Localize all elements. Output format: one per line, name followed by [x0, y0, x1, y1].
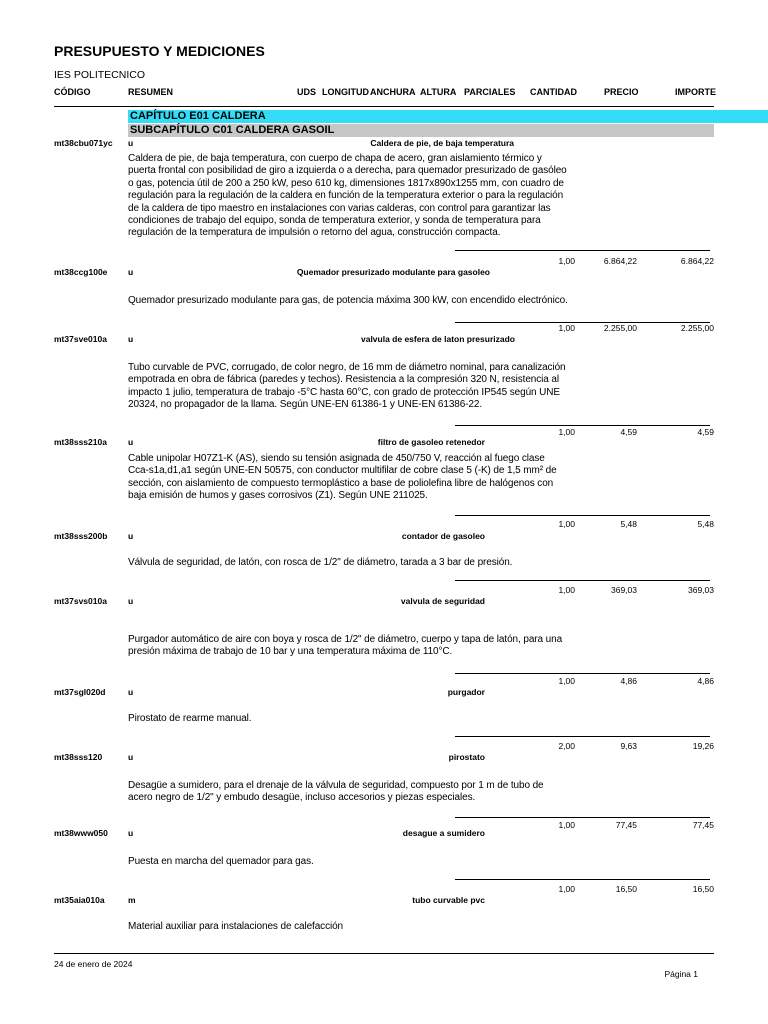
item-total-rule [455, 673, 710, 674]
item-importe: 77,45 [692, 820, 714, 830]
item-code: mt37svs010a [54, 596, 107, 606]
item-unit: u [128, 437, 134, 447]
col-header-importe: IMPORTE [675, 87, 717, 97]
item-precio: 77,45 [615, 820, 637, 830]
col-header-uds: UDS [297, 87, 317, 97]
item-unit: u [128, 531, 134, 541]
col-header-resumen: RESUMEN [128, 87, 174, 97]
footer-date: 24 de enero de 2024 [54, 959, 133, 969]
col-header-precio: PRECIO [604, 87, 639, 97]
item-precio: 5,48 [620, 519, 637, 529]
item-description: Válvula de seguridad, de latón, con rosca de 1/2" de diámetro, tarada a 3 bar de presión. [128, 557, 513, 568]
item-total-rule [455, 879, 710, 880]
item-cantidad: 1,00 [558, 256, 575, 266]
item-importe: 4,59 [697, 427, 714, 437]
item-precio: 9,63 [620, 741, 637, 751]
item-total-rule [455, 250, 710, 251]
item-code: mt38sss120 [54, 752, 103, 762]
item-precio: 369,03 [611, 585, 637, 595]
item-description: Tubo curvable de PVC, corrugado, de color negro, de 16 mm de diámetro nominal, para canalización empotrada en obra de fábrica (paredes y techos). Resistencia a la compresión 320 N, resistencia al impacto 1 julio, temperatura de trabajo -5°C hasta 60°C, con grado de protección IP545 según UNE 20324, no propagador de la llama. Según UNE-EN 61386-1 y UNE-EN 61386-22. [128, 362, 566, 411]
item-unit: u [128, 267, 134, 277]
item-importe: 6.864,22 [680, 256, 714, 266]
item-importe: 19,26 [692, 741, 714, 751]
col-header-parciales: PARCIALES [464, 87, 516, 97]
document-title: PRESUPUESTO Y MEDICIONES [54, 43, 265, 59]
footer-divider [54, 953, 714, 954]
item-cantidad: 2,00 [558, 741, 575, 751]
col-header-anchura: ANCHURA [370, 87, 416, 97]
item-cantidad: 1,00 [558, 519, 575, 529]
item-name: purgador [447, 687, 485, 697]
item-total-rule [455, 736, 710, 737]
item-description: Cable unipolar H07Z1-K (AS), siendo su tensión asignada de 450/750 V, reacción al fuego clase Cca-s1a,d1,a1 según UNE-EN 50575, con conductor multifilar de cobre clase 5 (-K) de 1,5 mm² de sección, con aislamiento de compuesto termoplástico a base de poliolefina libre de halógenos con baja emisión de humos y gases corrosivos (Z1). Según UNE 211025. [128, 453, 557, 502]
col-header-longitud: LONGITUD [322, 87, 369, 97]
item-total-rule [455, 817, 710, 818]
item-total-rule [455, 425, 710, 426]
item-code: mt38ccg100e [54, 267, 108, 277]
item-code: mt38sss210a [54, 437, 107, 447]
item-description: Pirostato de rearme manual. [128, 713, 252, 724]
document-subtitle: IES POLITECNICO [54, 69, 146, 81]
item-unit: u [128, 752, 134, 762]
item-total-rule [455, 515, 710, 516]
item-name: valvula de seguridad [400, 596, 485, 606]
subchapter-heading: SUBCAPÍTULO C01 CALDERA GASOIL [128, 124, 714, 137]
item-cantidad: 1,00 [558, 676, 575, 686]
item-unit: u [128, 687, 134, 697]
item-description: Puesta en marcha del quemador para gas. [128, 856, 314, 867]
item-description: Caldera de pie, de baja temperatura, con cuerpo de chapa de acero, gran aislamiento térmico y puerta frontal con posibilidad de giro a izquierda o a derecha, para quemador presurizado de gasóleo o gas, potencia útil de 200 a 250 kW, peso 610 kg, dimensiones 1817x890x1255 mm, con cuadro de regulación para la regulación de la caldera en función de la temperatura exterior o para la regulación de la caldera de tipo maestro en instalaciones con varias calderas, con control para garantizar las condiciones de trabajo del equipo, sonda de temperatura exterior, y sonda de temperatura para regulación de la temperatura de impulsión o retorno del agua, construcción compacta. [128, 153, 567, 239]
item-description: Quemador presurizado modulante para gas, de potencia máxima 300 kW, con encendido electrónico. [128, 295, 568, 306]
item-name: tubo curvable pvc [412, 895, 485, 905]
item-importe: 16,50 [692, 884, 714, 894]
item-precio: 4,86 [620, 676, 637, 686]
item-code: mt38sss200b [54, 531, 108, 541]
item-cantidad: 1,00 [558, 585, 575, 595]
item-importe: 369,03 [688, 585, 714, 595]
item-importe: 2.255,00 [680, 323, 714, 333]
col-header-altura: ALTURA [420, 87, 457, 97]
item-code: mt38cbu071yc [54, 138, 113, 148]
item-name: filtro de gasoleo retenedor [377, 437, 485, 447]
item-total-rule [455, 322, 710, 323]
item-total-rule [455, 580, 710, 581]
item-precio: 2.255,00 [603, 323, 637, 333]
item-precio: 16,50 [615, 884, 637, 894]
item-unit: u [128, 828, 134, 838]
item-name: pirostato [448, 752, 485, 762]
item-precio: 4,59 [620, 427, 637, 437]
item-name: contador de gasoleo [401, 531, 485, 541]
item-code: mt35aia010a [54, 895, 105, 905]
item-unit: u [128, 138, 134, 148]
item-name: valvula de esfera de laton presurizado [360, 334, 515, 344]
item-cantidad: 1,00 [558, 323, 575, 333]
item-cantidad: 1,00 [558, 884, 575, 894]
item-cantidad: 1,00 [558, 427, 575, 437]
item-description: Purgador automático de aire con boya y rosca de 1/2" de diámetro, cuerpo y tapa de latón, para una presión máxima de trabajo de 10 bar y una temperatura máxima de 110°C. [128, 634, 563, 658]
item-precio: 6.864,22 [603, 256, 637, 266]
col-header-codigo: CÓDIGO [54, 87, 91, 97]
item-name: Quemador presurizado modulante para gasoleo [296, 267, 490, 277]
item-description: Desagüe a sumidero, para el drenaje de la válvula de seguridad, compuesto por 1 m de tubo de acero negro de 1/2" y embudo desagüe, incluso accesorios y piezas especiales. [128, 780, 544, 804]
item-importe: 4,86 [697, 676, 714, 686]
header-divider [54, 106, 714, 107]
item-name: desague a sumidero [402, 828, 485, 838]
item-importe: 5,48 [697, 519, 714, 529]
col-header-cantidad: CANTIDAD [530, 87, 577, 97]
item-code: mt37sve010a [54, 334, 107, 344]
item-code: mt37sgl020d [54, 687, 106, 697]
chapter-heading: CAPÍTULO E01 CALDERA [128, 110, 768, 123]
item-unit: u [128, 596, 134, 606]
page-number: Página 1 [664, 969, 698, 979]
item-unit: m [128, 895, 136, 905]
item-unit: u [128, 334, 134, 344]
item-cantidad: 1,00 [558, 820, 575, 830]
item-description: Material auxiliar para instalaciones de calefacción [128, 921, 344, 932]
item-name: Caldera de pie, de baja temperatura [370, 138, 514, 148]
item-code: mt38www050 [54, 828, 108, 838]
